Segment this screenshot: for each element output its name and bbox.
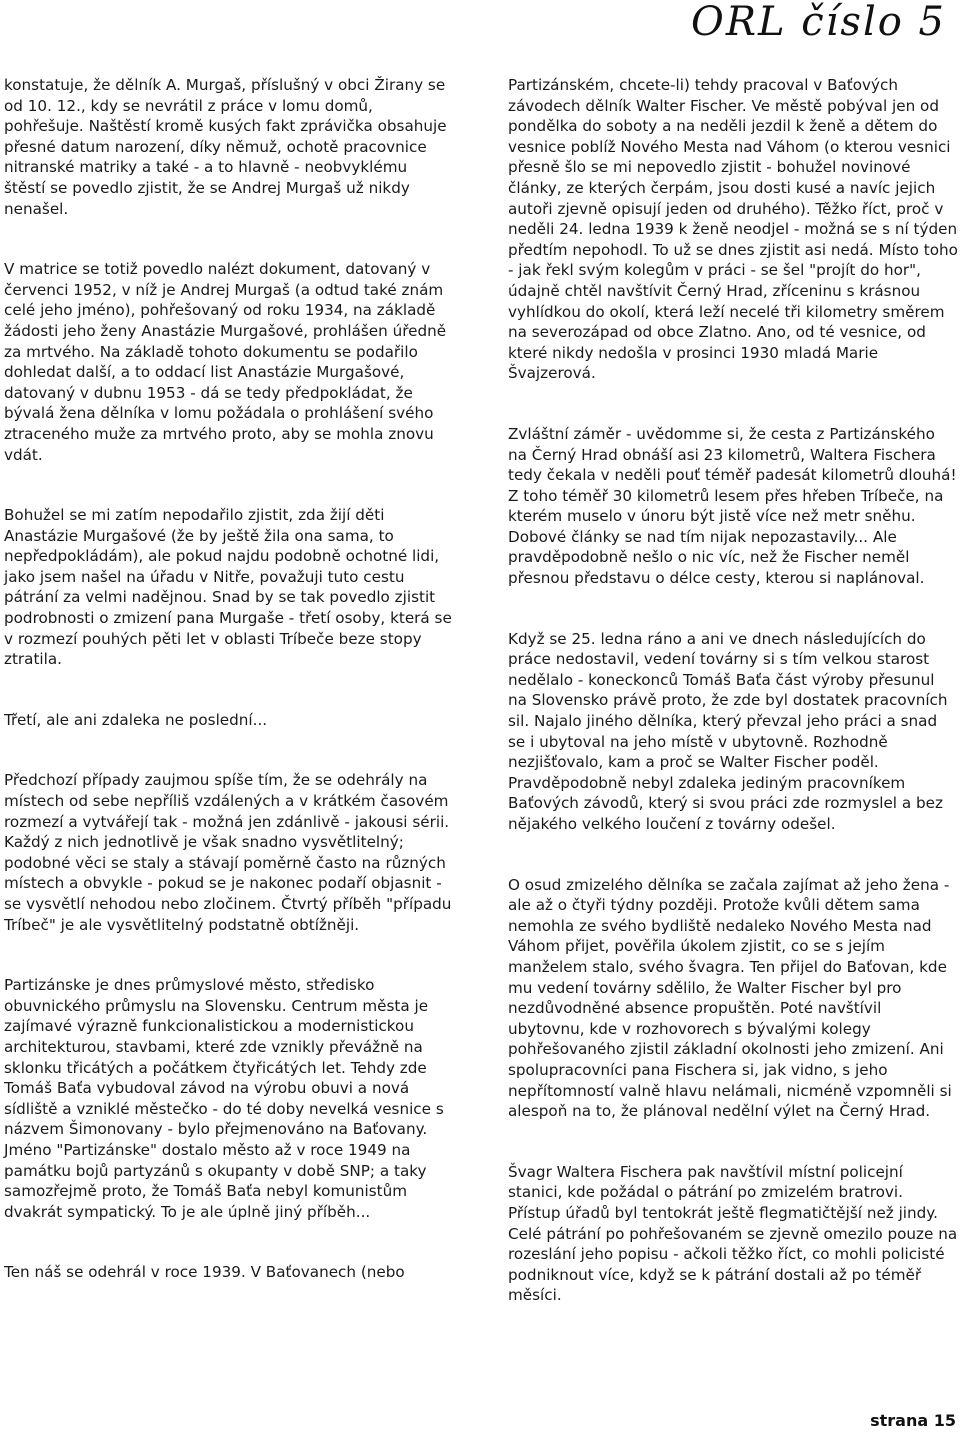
paragraph: Partizánske je dnes průmyslové město, středisko obuvnického průmyslu na Slovensku. Centrum města je zajímavé výrazně funkcionalistickou a modernistickou architekturou, stavbami, které zde vznikly převážně na sklonku třicátých a počátkem čtyřicátých let. Tehdy zde Tomáš Baťa vybudoval závod na výrobu obuvi a nová sídliště a vzniklé městečko - do té doby nevelká vesnice s názvem Šimonovany - bylo přejmenováno na Baťovany. Jméno "Partizánske" dostalo město až v roce 1949 na památku bojů partyzánů s okupanty v době SNP; a taky samozřejmě proto, že Tomáš Baťa nebyl komunistům dvakrát sympatický. To je ale úplně jiný příběh... — [4, 976, 444, 1221]
right-column — [508, 75, 958, 1306]
paragraph: Švagr Waltera Fischera pak navštívil místní policejní stanici, kde požádal o pátrání po zmizelém bratrovi. Přístup úřadů byl tentokrát ještě flegmatičtější než jindy. Celé pátrání po pohřešovaném se zjevně omezilo pouze na rozeslání jeho popisu - ačkoli těžko říct, co mohli policisté podniknout více, když se k pátrání dostali až po téměř měsíci. — [508, 1162, 958, 1305]
paragraph: Předchozí případy zaujmou spíše tím, že se odehrály na místech od sebe nepříliš vzdálených a v krátkém časovém rozmezí a vytvářejí tak - možná jen zdánlivě - jakousi sérii. Každý z nich jednotlivě je však snadno vysvětlitelný; podobné věci se staly a stávají poměrně často na různých místech a obvykle - pokud se je nakonec podaří objasnit - se vysvětlí nehodou nebo zločinem. Čtvrtý příběh "případu Tríbeč" je ale vysvětlitelný podstatně obtížněji. — [4, 771, 452, 934]
paragraph: Zvláštní záměr - uvědomme si, že cesta z Partizánského na Černý Hrad obnáší asi 23 kilometrů, Waltera Fischera tedy čekala v neděli pouť téměř padesát kilometrů dlouhá! Z toho téměř 30 kilometrů lesem přes hřeben Tríbeče, na kterém muselo v únoru být jistě více než metr sněhu. Dobové články se nad tím nijak nepozastavily... Ale pravděpodobně nešlo o nic víc, než že Fischer neměl přesnou představu o délce cesty, kterou si naplánoval. — [508, 424, 957, 588]
page-title: ORL číslo 5 — [691, 0, 946, 45]
paragraph: Když se 25. ledna ráno a ani ve dnech následujících do práce nedostavil, vedení továrny si s tím velkou starost nedělalo - koneckonců Tomáš Baťa část výroby přesunul na Slovensko právě proto, že zde byl dostatek pracovních sil. Najalo jiného dělníka, který převzal jeho práci a snad se i ubytoval na jeho místě v ubytovně. Rozhodně nezjišťovalo, kam a proč se Walter Fischer poděl. Pravděpodobně nebyl zdaleka jediným pracovníkem Baťových závodů, který si svou práci zde rozmyslel a bez nějakého velkého loučení z továrny odešel. — [508, 629, 948, 833]
paragraph: Partizánském, chcete-li) tehdy pracoval v Baťových závodech dělník Walter Fischer. Ve městě pobýval jen od pondělka do soboty a na neděli jezdil k ženě a dětem do vesnice poblíž Nového Mesta nad Váhom (o kterou vesnici přesně šlo se mi nepovedlo zjistit - bohužel novinové články, ze kterých čerpám, jsou dosti kusé a navíc jejich autoři zjevně opisují jeden od druhého). Těžko říct, proč v neděli 24. ledna 1939 k ženě neodjel - možná se s ní týden předtím nepohodl. To už se dnes zjistit asi nedá. Místo toho - jak řekl svým kolegům v práci - se šel "projít do hor", údajně chtěl navštívit Černý Hrad, zříceninu s krásnou vyhlídkou do okolí, která leží necelé tři kilometry směrem na severozápad od obce Zlatno. Ano, od té vesnice, od které nikdy nedošla v prosinci 1930 mladá Marie Švajzerová. — [508, 76, 958, 383]
paragraph: O osud zmizelého dělníka se začala zajímat až jeho žena - ale až o čtyři týdny později. Protože kvůli dětem sama nemohla ze svého bydliště nedaleko Nového Mesta nad Váhom přijet, pověřila úkolem zjistit, co se s jejím manželem stalo, svého švagra. Ten přijel do Baťovan, kde mu vedení továrny sdělilo, že Walter Fischer byl pro nezdůvodněné absence propuštěn. Poté navštívil ubytovnu, kde v rozhovorech s bývalými kolegy pohřešovaného zjistil základní okolnosti jeho zmizení. Ani spolupracovníci pana Fischera si, jak vidno, s jeho nepřítomností valně hlavu nelámali, nicméně vzpomněli si alespoň na to, že plánoval nedělní výlet na Černý Hrad. — [508, 875, 952, 1121]
paragraph: Třetí, ale ani zdaleka ne poslední... — [4, 710, 268, 729]
left-column — [4, 75, 452, 1283]
paragraph: Ten náš se odehrál v roce 1939. V Baťovanech (nebo — [4, 1263, 405, 1282]
paragraph: V matrice se totiž povedlo nalézt dokument, datovaný v červenci 1952, v níž je Andrej Murgaš (a odtud také znám celé jeho jméno), pohřešovaný od roku 1934, na základě žádosti jeho ženy Anastázie Murgašové, prohlášen úředně za mrtvého. Na základě tohoto dokumentu se podařilo dohledat další, a to oddací list Anastázie Murgašové, datovaný v dubnu 1953 - dá se tedy předpokládat, že bývalá žena dělníka v lomu požádala o prohlášení svého ztraceného muže za mrtvého proto, aby se mohla znovu vdát. — [4, 260, 447, 464]
paragraph: konstatuje, že dělník A. Murgaš, příslušný v obci Žirany se od 10. 12., kdy se nevrátil z práce v lomu domů, pohřešuje. Naštěstí kromě kusých fakt zprávička obsahuje přesné datum narození, díky němuž, ochotě pracovnice nitranské matriky a také - a to hlavně - neobvyklému štěstí se povedlo zjistit, že se Andrej Murgaš už nikdy nenašel. — [4, 76, 447, 218]
paragraph: Bohužel se mi zatím nepodařilo zjistit, zda žijí děti Anastázie Murgašové (že by ještě žila ona sama, to nepředpokládám), ale pokud najdu podobně ochotné lidi, jako jsem našel na úřadu v Nitře, považuji tuto cestu pátrání za velmi nadějnou. Snad by se tak povedlo zjistit podrobnosti o zmizení pana Murgaše - třetí osoby, která se v rozmezí pouhých pěti let v oblasti Tríbeče beze stopy ztratila. — [4, 506, 452, 669]
page-number: strana 15 — [870, 1411, 956, 1430]
